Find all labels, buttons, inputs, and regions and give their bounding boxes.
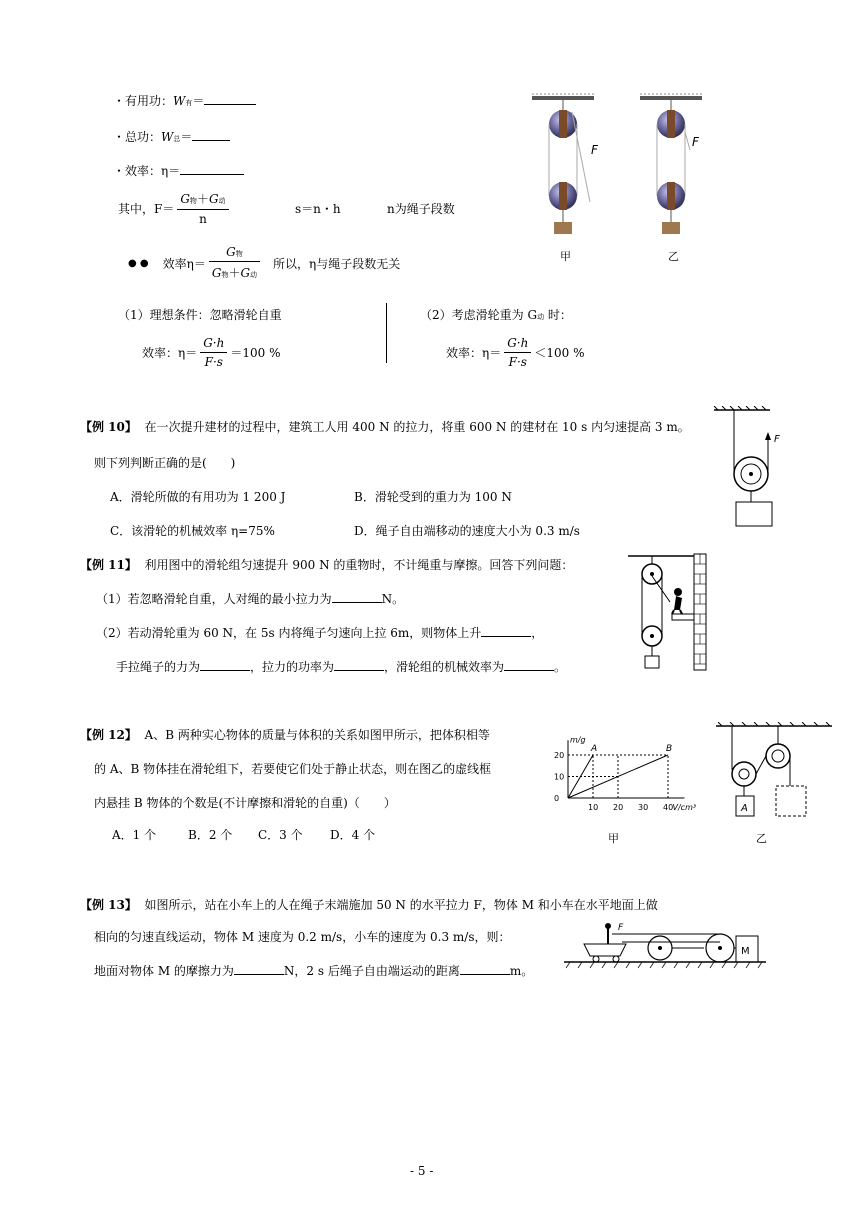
series-label-b: B <box>666 744 673 754</box>
ex11-blank-5[interactable] <box>504 670 554 671</box>
total-work-line: ・总功：W总＝ <box>113 128 230 145</box>
ex10-option-a[interactable]: A．滑轮所做的有用功为 1 200 J <box>110 490 286 504</box>
svg-text:F: F <box>591 143 598 157</box>
efficiency-fraction: $\frac{\text{G物}}{\text{G物＋G动}}$ <box>209 245 260 281</box>
ex10-pulley-figure <box>710 406 790 530</box>
ex11-q2: （2）若动滑轮重为 60 N，在 5s 内将绳子匀速向上拉 6m，则物体上升 ， <box>96 626 544 640</box>
svg-text:F: F <box>618 923 624 933</box>
s-formula: s＝n・h <box>295 202 341 216</box>
ex12-question: 【例 12】 A、B 两种实心物体的质量与体积的关系如图甲所示，把体积相等 <box>80 728 490 742</box>
ideal-efficiency: 效率： η＝ $\frac{G\cdot h}{F\cdot s}$ ＝100 % <box>142 335 281 369</box>
force-fraction: $\frac{\text{G物＋G动}}{n}$ <box>177 190 228 226</box>
x-axis-label: V/cm³ <box>672 803 697 812</box>
box-a-label: A <box>741 803 748 814</box>
y-tick-label: 10 <box>554 772 565 782</box>
ex11-blank-4[interactable] <box>334 670 384 671</box>
ex10-option-c[interactable]: C．该滑轮的机械效率 η=75% <box>110 524 275 538</box>
pulley-jia <box>532 94 599 262</box>
label-jia: 甲 <box>560 250 571 262</box>
ex13-tag: 【例 13】 <box>80 898 137 912</box>
label-yi: 乙 <box>668 250 679 262</box>
ideal-condition-label: （1）理想条件：忽略滑轮自重 <box>118 308 282 322</box>
force-formula-line: 其中，F＝ $\frac{\text{G物＋G动}}{n}$ <box>118 186 232 230</box>
ex10-option-d[interactable]: D．绳子自由端移动的速度大小为 0.3 m/s <box>354 524 580 538</box>
ex12-tag: 【例 12】 <box>80 728 137 742</box>
svg-text:F: F <box>774 434 780 445</box>
x-tick-label: 40 <box>663 803 674 812</box>
x-tick-label: 20 <box>613 803 624 812</box>
ex10-tag: 【例 10】 <box>80 420 137 434</box>
ex13-question: 【例 13】 如图所示，站在小车上的人在绳子末端施加 50 N 的水平拉力 F，物体 M 和小车在水平地面上做 <box>80 898 658 912</box>
ex12-line2: 的 A、B 物体挂在滑轮组下，若要使它们处于静止状态，则在图乙的虚线框 <box>94 762 492 776</box>
x-tick-label: 10 <box>588 803 599 812</box>
ex10-line2: 则下列判断正确的是( ) <box>94 456 236 470</box>
ex12-option-a[interactable]: A．1 个 <box>112 828 157 842</box>
chart-label-jia: 甲 <box>608 832 619 845</box>
page-number: - 5 - <box>410 1164 434 1178</box>
series-label-a: A <box>591 744 598 754</box>
ex13-line2: 相向的匀速直线运动，物体 M 速度为 0.2 m/s，小车的速度为 0.3 m/s，则： <box>94 930 511 944</box>
ex11-tag: 【例 11】 <box>80 558 137 572</box>
real-condition-label: （2）考虑滑轮重为 G动 时： <box>420 308 572 322</box>
pulley-yi <box>640 94 702 262</box>
ex12-option-b[interactable]: B．2 个 <box>188 828 233 842</box>
ex13-blank-1[interactable] <box>234 974 284 975</box>
ex10-question: 【例 10】 在一次提升建材的过程中，建筑工人用 400 N 的拉力，将重 600 N 的建材在 10 s 内匀速提高 3 m。 <box>80 420 690 434</box>
ex11-question: 【例 11】 利用图中的滑轮组匀速提升 900 N 的重物时，不计绳重与摩擦。回答下列问题： <box>80 558 574 572</box>
total-work-blank[interactable] <box>192 140 230 141</box>
mass-m-label: M <box>741 946 750 957</box>
svg-text:F: F <box>692 135 699 149</box>
ex12-mass-volume-chart <box>540 722 700 850</box>
ex12-option-d[interactable]: D．4 个 <box>330 828 376 842</box>
y-tick-label: 20 <box>554 751 565 760</box>
ex11-pulley-figure <box>624 552 714 674</box>
y-axis-label: m/g <box>570 735 586 745</box>
real-efficiency: 效率： η＝ $\frac{G\cdot h}{F\cdot s}$ ＜100 % <box>446 335 585 369</box>
ex11-q3: 手拉绳子的力为 ，拉力的功率为 ，滑轮组的机械效率为 。 <box>116 660 567 674</box>
ex10-option-b[interactable]: B．滑轮受到的重力为 100 N <box>354 490 512 504</box>
ex13-blank-2[interactable] <box>460 974 510 975</box>
ex11-q1: （1）若忽略滑轮自重，人对绳的最小拉力为 N。 <box>96 592 405 606</box>
n-description: n为绳子段数 <box>387 202 455 216</box>
useful-work-line: ・有用功：W有＝ <box>113 92 256 109</box>
useful-work-blank[interactable] <box>204 104 256 105</box>
efficiency-blank[interactable] <box>180 174 244 175</box>
ex12-option-c[interactable]: C．3 个 <box>258 828 303 842</box>
ex12-pulley-figure <box>712 722 842 846</box>
ex11-blank-1[interactable] <box>332 602 382 603</box>
divider-line <box>386 303 387 363</box>
y-tick-label: 0 <box>554 794 560 803</box>
ex12-line3: 内悬挂 B 物体的个数是(不计摩擦和滑轮的自重)（ ） <box>94 796 396 810</box>
x-tick-label: 30 <box>638 803 649 812</box>
ex13-cart-figure <box>562 920 768 970</box>
label-yi-12: 乙 <box>756 832 767 845</box>
efficiency-formula-line: ● ● 效率η＝ $\frac{\text{G物}}{\text{G物＋G动}}$ 所以，η与绳子段数无关 <box>128 245 401 280</box>
efficiency-line: ・效率：η＝ <box>113 162 244 179</box>
top-pulley-figure <box>528 92 728 262</box>
ex11-blank-2[interactable] <box>481 636 531 637</box>
ex13-line3: 地面对物体 M 的摩擦力为 N，2 s 后绳子自由端运动的距离 m。 <box>94 964 534 978</box>
ex11-blank-3[interactable] <box>200 670 250 671</box>
